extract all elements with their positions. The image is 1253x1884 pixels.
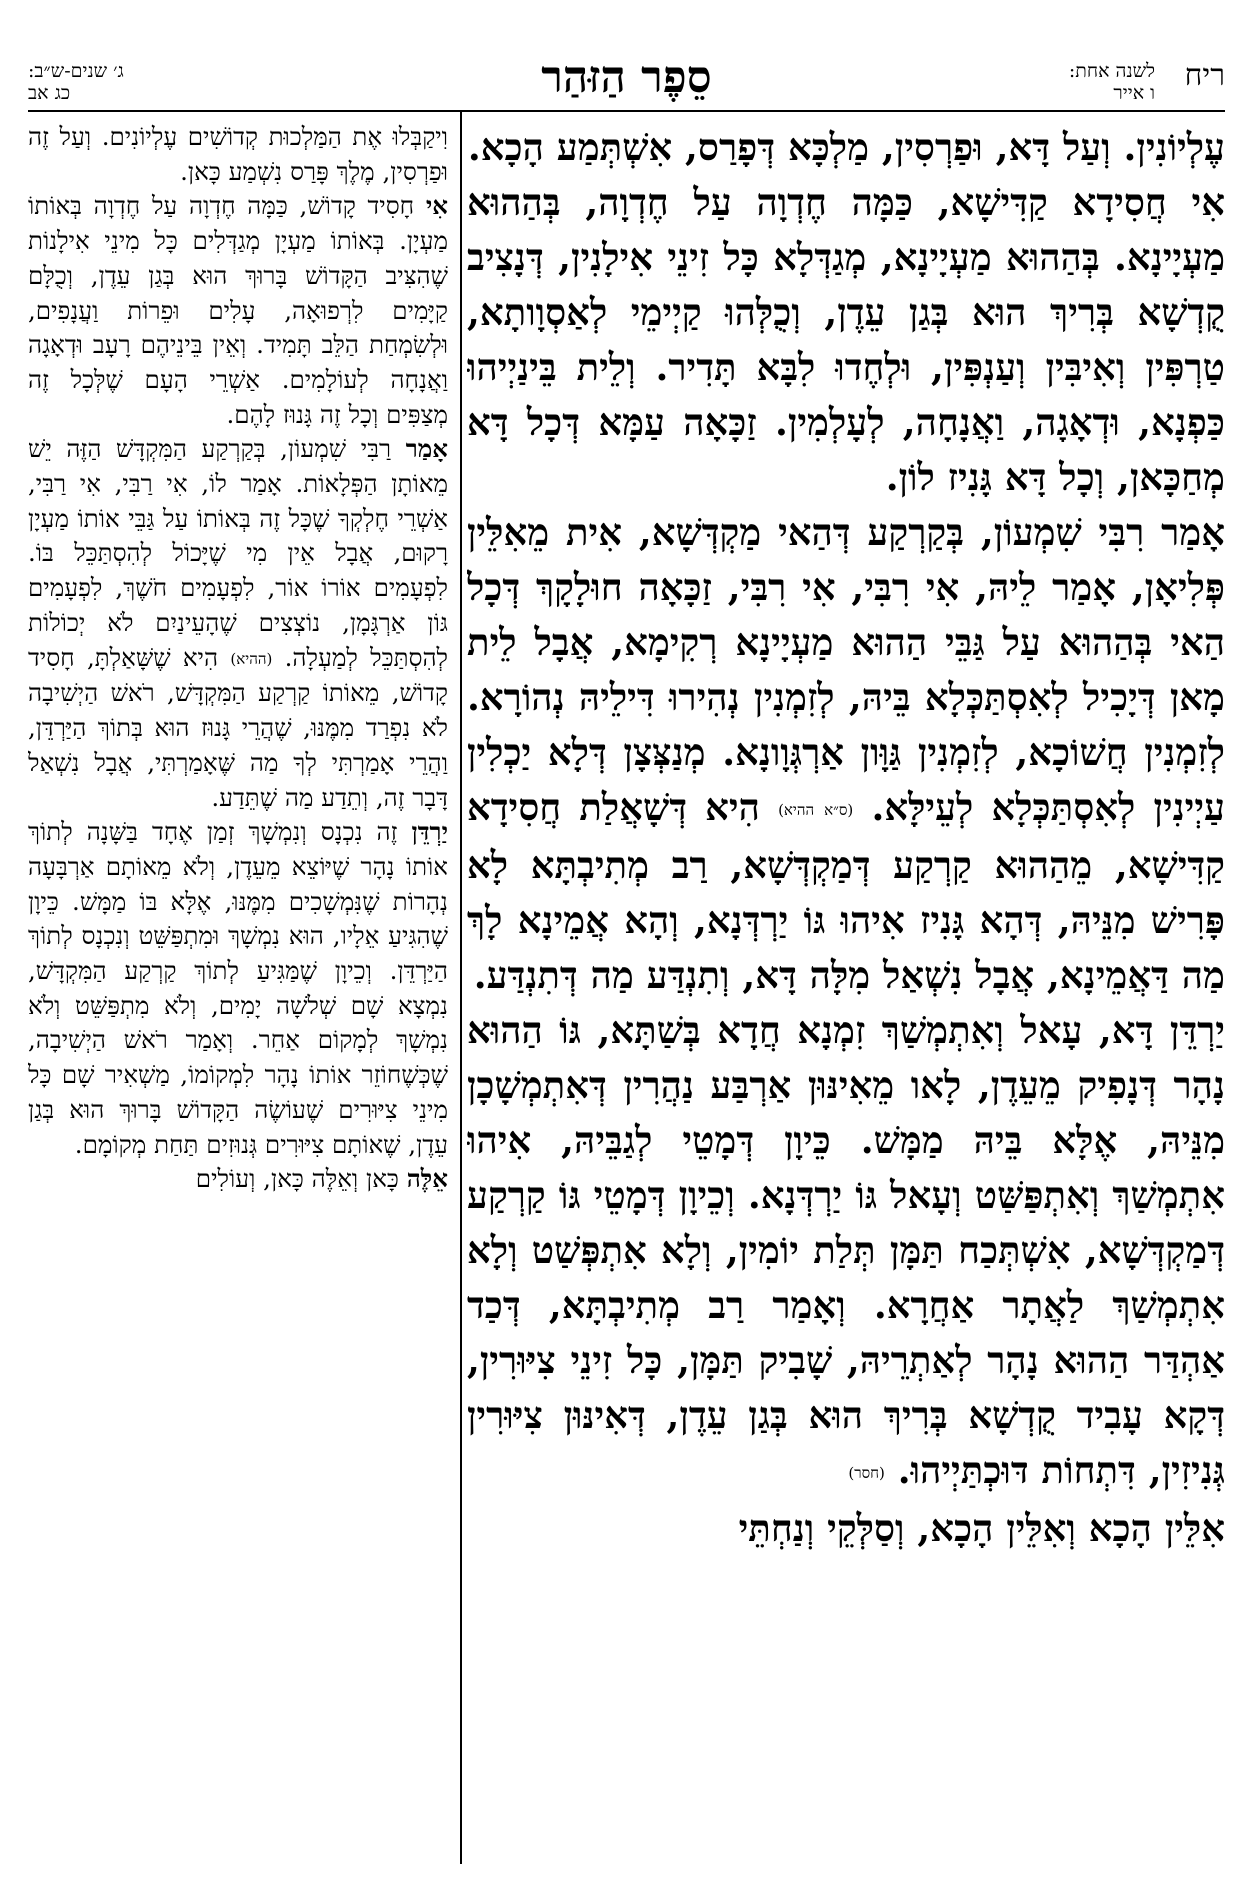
main-paragraph-2 [467,175,1225,505]
side-text-1: וִיקַבְּלוּ אֶת הַמַּלְכוּת קְדוֹשִׁים עֶלְיוֹנִים. וְעַל זֶה וּפַרְסִין, מֶלֶךְ פָּרַס נִשְׁמַע כָּאן. [28,122,448,186]
main-opening-word-2: אִי [1191,180,1225,224]
main-opening-word-5: אִלֵּין [1164,1506,1225,1550]
side-paragraph-2 [28,189,448,432]
main-paragraph-4 [467,1003,1225,1501]
side-text-5: כָּאן וְאֵלֶּה כָּאן, וְעוֹלִים [195,1164,399,1194]
side-paragraph-4 [28,815,448,1162]
side-text-3b: הִיא שֶׁשָּׁאַלְתָּ, חָסִיד קָדוֹשׁ, מֵאוֹתוֹ קַרְקַע הַמִּקְדָּשׁ, רֹאשׁ הַיְשִׁיבָה לֹא נִפְרַד מִמֶּנּוּ, שֶׁהֲרֵי גָּנוּז הוּא בְּתוֹךְ הַיַּרְדֵּן, וַהֲרֵי אָמַרְתִּי לְךָ מַה שֶּׁאָמַרְתִּי, אֲבָל נִשְׁאַל דָּבָר זֶה, וְתֵדַע מַה שֶׁתֵּדַע. [28,642,448,812]
aramaic-column [467,120,1225,1860]
side-opening-word-5: אֵלֶּה [406,1164,448,1194]
year-schedule-line2: ו אייר [1113,82,1155,104]
main-text-3b: הִיא דְּשָׁאֲלַת חֲסִידָא קַדִּישָׁא, מֵהַהוּא קַרְקַע דְּמַקְדְּשָׁא, רַב מְתִיבְתָּא לָא פָּרִישׁ מִנֵּיהּ, דְּהָא גָּנִיז אִיהוּ גּוֹ יַרְדְּנָא, וְהָא אֲמֵינָא לָךְ מַה דַּאֲמֵינָא, אֲבָל נִשְׁאַל מִלָּה דָּא, וְתִנְדַּע מַה דְּתִנְדַּע. [467,785,1225,997]
calendar-schedule [28,60,124,104]
main-text-4: דָּא, עָאל וְאִתְמְשַׁךְ זִמְנָא חֲדָא בְּשַׁתָּא, גּוֹ הַהוּא נָהָר דְּנָפִיק מֵעֵדֶן, לָאו מֵאִינּוּן אַרְבַּע נַהֲרִין דְּאִתְמְשָׁכָן מִנֵּיהּ, אֶלָּא בֵּיהּ מַמָּשׁ. כֵּיוָן דְּמָטֵי לְגַבֵּיהּ, אִיהוּ אִתְמְשַׁךְ וְאִתְפַּשַּׁט וְעָאל גּוֹ יַרְדְּנָא. וְכֵיוָן דְּמָטֵי גּוֹ קַרְקַע דְּמַקְדְּשָׁא, אִשְׁתְּכַח תַּמָּן תְּלַת יוֹמִין, וְלָא אִתְפְּשַׁט וְלָא אִתְמְשַׁךְ לַאֲתָר אַחֲרָא. וְאָמַר רַב מְתִיבְתָּא, דְּכַד אַהְדַּר הַהוּא נָהָר לְאַתְרֵיהּ, שָׁבִיק תַּמָּן, כָּל זִינֵי צִיּוּרִין, דְּקָא עָבִיד קֻדְשָׁא בְּרִיךְ הוּא בְּגַן עֵדֶן, דְּאִינּוּן צִיּוּרִין גְּנִיזִין, דִּתְחוֹת דּוּכְתַּיְיהוּ. [467,1008,1225,1492]
side-paragraph-1 [28,120,448,189]
main-paragraph-5 [467,1501,1225,1556]
main-text-2: חֲסִידָא קַדִּישָׁא, כַּמָּה חֶדְוָה עַל חֶדְוָה, בְּהַהוּא מַעְיָינָא. בְּהַהוּא מַעְיָינָא, מְגַדְּלָא כָּל זִינֵי אִילָנִין, דְּנָצִיב קֻדְשָׁא בְּרִיךְ הוּא בְּגַן עֵדֶן, וְכֻלְּהוּ קַיְימֵי לְאַסְוָותָא, טַרְפִּין וְאִיבִּין וְעַנְפִּין, וּלְחֶדוּ לִבָּא תָּדִיר. וְלֵית בֵּינַיְיהוּ כַּפְנָא, וּדְאָגָה, וַאֲנָחָה, לְעָלְמִין. זַכָּאָה עַמָּא דְּכָל דָּא מְחַכָּאן, וְכָל דָּא גָּנִיז לוֹן. [467,180,1225,499]
page-header [28,52,1225,106]
book-title: סֵפֶר הַזּהַר [541,52,712,103]
side-opening-word-3: אָמַר [405,434,448,464]
hebrew-translation-column [28,120,448,1860]
side-opening-word-2: אִי [425,191,448,221]
column-divider [460,112,462,1864]
side-opening-word-4: יַרְדֵּן [411,817,448,847]
side-text-2: חָסִיד קָדוֹשׁ, כַּמָּה חֶדְוָה עַל חֶדְוָה בְּאוֹתוֹ מַעְיָן. בְּאוֹתוֹ מַעְיָן מְגַדְּלִים כָּל מִינֵי אִילָנוֹת שֶׁהִצִּיב הַקָּדוֹשׁ בָּרוּךְ הוּא בְּגַן עֵדֶן, וְכֻלָּם קַיָּמִים לִרְפוּאָה, עָלִים וּפֵרוֹת וַעֲנָפִים, וּלְשִׂמְחַת הַלֵּב תָּמִיד. וְאֵין בֵּינֵיהֶם רָעָב וּדְאָגָה וַאֲנָחָה לְעוֹלָמִים. אַשְׁרֵי הָעָם שֶׁלְּכָל זֶה מְצַפִּים וְכָל זֶה גָּנוּז לָהֶם. [28,191,448,429]
main-variant-note-2: (חסר) [848,1464,885,1482]
main-opening-word-4: יַרְדֵּן [1169,1008,1225,1052]
main-paragraph-3 [467,505,1225,1003]
calendar-schedule-line1: ג׳ שנים-ש״ב: [28,60,124,82]
side-variant-note: (ההיא) [230,649,273,668]
main-variant-note-1: (ס״א ההיא) [778,801,854,819]
side-paragraph-5 [28,1162,448,1197]
main-text-3: רִבִּי שִׁמְעוֹן, בְּקַרְקַע דְּהַאי מַקְדְּשָׁא, אִית מֵאִלֵּין פְּלִיאָן, אָמַר לֵיהּ, אִי רִבִּי, אִי רִבִּי, זַכָּאָה חוּלָקָךְ דְּכָל הַאי בְּהַהוּא עַל גַּבֵּי הַהוּא מַעְיָינָא רְקִימָא, אֲבָל לֵית מָאן דְּיָכִיל לְאִסְתַּכְּלָא בֵּיהּ, לְזִמְנִין נְהִירוּ דִּילֵיהּ נְהוֹרָא. לְזִמְנִין חֲשׁוֹכָא, לְזִמְנִין גַּוָּון אַרְגְּוָונָא. מְנַצְּצָן דְּלָא יַכְלִין עַיְינִין לְאִסְתַּכְּלָא לְעֵילָּא. [467,510,1225,829]
main-text-5: הָכָא וְאִלֵּין הָכָא, וְסַלְּקֵי וְנַחְתֵּי [738,1506,1152,1550]
main-text-1: עֶלְיוֹנִין. וְעַל דָּא, וּפַרְסִין, מַלְכָּא דְּפָרַס, אִשְׁתְּמַע הָכָא. [467,125,1225,169]
main-paragraph-1 [467,120,1225,175]
side-text-4: זֶה נִכְנָס וְנִמְשָׁךְ זְמַן אֶחָד בַּשָּׁנָה לְתוֹךְ אוֹתוֹ נָהָר שֶׁיּוֹצֵא מֵעֵדֶן, וְלֹא מֵאוֹתָם אַרְבָּעָה נְהָרוֹת שֶׁנִּמְשָׁכִים מִמֶּנּוּ, אֶלָּא בּוֹ מַמָּשׁ. כֵּיוָן שֶׁהִגִּיעַ אֵלָיו, הוּא נִמְשָׁךְ וּמִתְפַּשֵּׁט וְנִכְנָס לְתוֹךְ הַיַּרְדֵּן. וְכֵיוָן שֶׁמַּגִּיעַ לְתוֹךְ קַרְקַע הַמִּקְדָּשׁ, נִמְצָא שָׁם שְׁלֹשָׁה יָמִים, וְלֹא מִתְפַּשֵּׁט וְלֹא נִמְשָׁךְ לְמָקוֹם אַחֵר. וְאָמַר רֹאשׁ הַיְשִׁיבָה, שֶׁכְּשֶׁחוֹזֵר אוֹתוֹ נָהָר לִמְקוֹמוֹ, מַשְׁאִיר שָׁם כָּל מִינֵי צִיּוּרִים שֶׁעוֹשֶׂה הַקָּדוֹשׁ בָּרוּךְ הוּא בְּגַן עֵדֶן, שֶׁאוֹתָם צִיּוּרִים גְּנוּזִים תַּחַת מְקוֹמָם. [28,817,448,1159]
year-schedule-line1: לשנה אחת: [1068,60,1155,82]
side-text-3: רַבִּי שִׁמְעוֹן, בְּקַרְקַע הַמִּקְדָּשׁ הַזֶּה יֵשׁ מֵאוֹתָן הַפְּלָאוֹת. אָמַר לוֹ, אִי רַבִּי, אִי רַבִּי, אַשְׁרֵי חֶלְקְךָ שֶׁכָּל זֶה בְּאוֹתוֹ עַל גַּבֵּי אוֹתוֹ מַעְיָן רָקוּם, אֲבָל אֵין מִי שֶׁיָּכוֹל לְהִסְתַּכֵּל בּוֹ. לִפְעָמִים אוֹרוֹ אוֹר, לִפְעָמִים חֹשֶׁךְ, לִפְעָמִים גּוֹן אַרְגָּמָן, נוֹצְצִים שֶׁהָעֵינַיִם לֹא יְכוֹלוֹת לְהִסְתַּכֵּל לְמַעְלָה. [28,434,448,672]
main-opening-word-3: אָמַר [1161,510,1225,554]
calendar-schedule-line2: כג אב [28,82,71,104]
page-number: ריח [1184,58,1225,93]
header-rule [28,110,1225,112]
side-paragraph-3 [28,432,448,815]
